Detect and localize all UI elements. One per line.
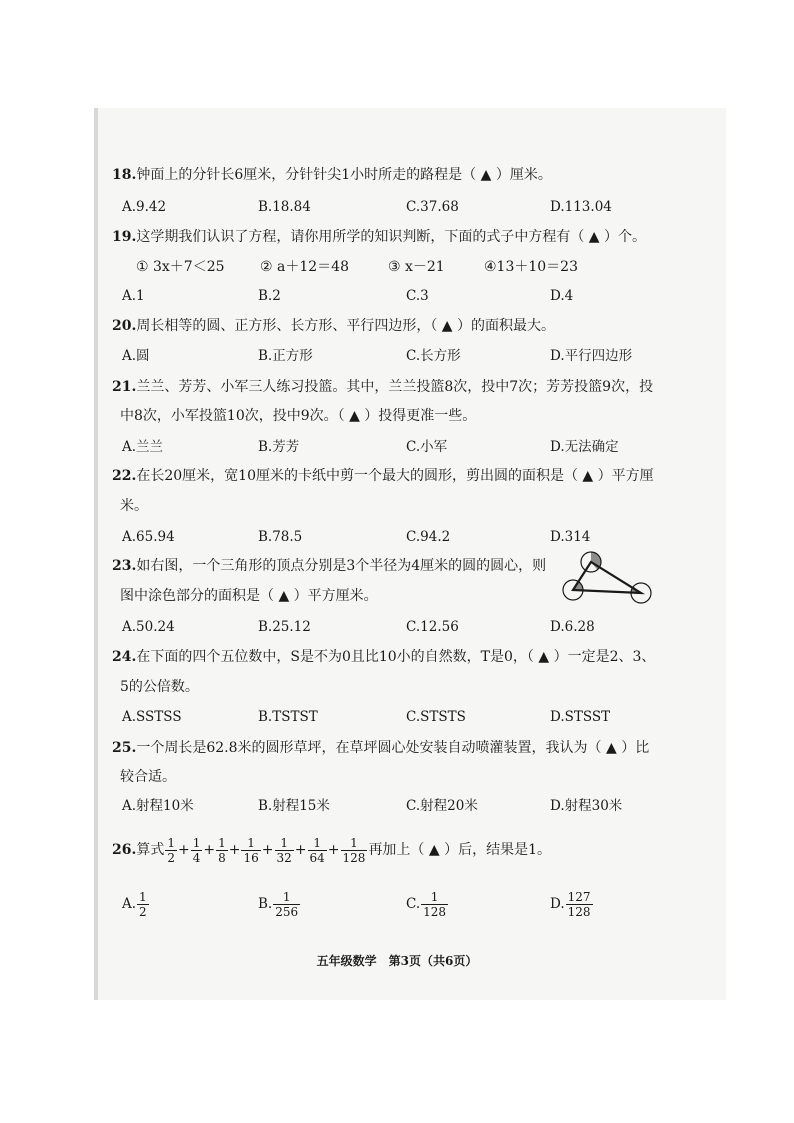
expression-3: ③ x－21 [388,259,445,275]
question-22-line-2: 米。 [120,498,148,514]
question-22: 22.在长20厘米，宽10厘米的卡纸中剪一个最大的圆形，剪出圆的面积是（ ▲ ）平方厘 [112,468,654,484]
question-20: 20.周长相等的圆、正方形、长方形、平行四边形，（ ▲ ）的面积最大。 [112,318,556,334]
option-d: D.STSST [550,709,611,725]
option-b: B.正方形 [258,348,313,364]
page-footer: 五年级数学 第3页（共6页） [316,954,478,968]
question-23-line-2: 图中涂色部分的面积是（ ▲ ）平方厘米。 [120,588,378,604]
option-d: D.113.04 [550,199,612,215]
expression-1: ① 3x＋7＜25 [136,259,225,275]
fraction-term-1: $\frac{1}{2}$ [167,835,175,865]
options-20 [122,341,652,371]
question-24: 24.在下面的四个五位数中，S是不为0且比10小的自然数，T是0，（ ▲ ）一定是2、3、 [112,649,656,665]
option-d: D. $\frac{127}{128}$ [550,890,591,919]
fraction-term-6: $\frac{1}{64}$ [309,835,325,865]
expression-4: ④13＋10＝23 [484,259,578,275]
fraction-term-3: $\frac{1}{8}$ [218,835,226,865]
option-a: A.兰兰 [122,439,164,455]
expression-2: ② a＋12＝48 [260,259,349,275]
options-26 [122,884,652,924]
option-a: A.50.24 [122,619,175,635]
option-a: A.65.94 [122,529,175,545]
option-a: A.圆 [122,348,150,364]
options-24 [122,702,652,732]
question-21: 21.兰兰、芳芳、小军三人练习投篮。其中，兰兰投篮8次，投中7次；芳芳投篮9次，投 [112,379,654,395]
option-c: C.94.2 [406,529,451,545]
fraction-term-5: $\frac{1}{32}$ [276,835,292,865]
option-c: C. $\frac{1}{128}$ [406,890,447,919]
fraction-term-4: $\frac{1}{16}$ [243,835,259,865]
option-a: A.射程10米 [122,798,194,814]
options-23 [122,612,652,642]
options-21 [122,432,652,462]
option-d: D.6.28 [550,619,595,635]
option-a: A.1 [122,288,145,304]
question-25: 25.一个周长是62.8米的圆形草坪，在草坪圆心处安装自动喷灌装置，我认为（ ▲ ）比 [112,740,650,756]
options-18 [122,192,652,222]
option-a: A. $\frac{1}{2}$ [122,890,147,919]
option-d: D.无法确定 [550,439,619,455]
fraction-term-7: $\frac{1}{128}$ [342,835,366,865]
option-c: C.3 [406,288,429,304]
option-d: D.314 [550,529,591,545]
option-b: B.18.84 [258,199,311,215]
option-c: C.射程20米 [406,798,478,814]
question-26: 26.算式 $\frac{1}{2}$ + $\frac{1}{4}$ + $\frac{1}{8}$ + $\frac{1}{16}$ + $\frac{1}{32}$ + $\frac{1}{64}$ + $\frac{1}{128}$ 再加上（ ▲ ）后，结果是1。 [112,835,552,865]
option-b: B.25.12 [258,619,311,635]
option-b: B.2 [258,288,281,304]
option-b: B.TSTST [258,709,318,725]
option-d: D.平行四边形 [550,348,633,364]
option-b: B.78.5 [258,529,303,545]
expressions-19 [136,252,666,282]
option-c: C.STSTS [406,709,466,725]
options-25 [122,791,652,821]
question-19: 19.这学期我们认识了方程，请你用所学的知识判断，下面的式子中方程有（ ▲ ）个。 [112,229,647,245]
option-d: D.射程30米 [550,798,623,814]
question-24-line-2: 5的公倍数。 [120,679,199,695]
option-d: D.4 [550,288,574,304]
option-c: C.小军 [406,439,448,455]
question-21-line-2: 中8次，小军投篮10次，投中9次。（ ▲ ）投得更准一些。 [120,408,477,424]
option-b: B. $\frac{1}{256}$ [258,890,299,919]
option-a: A.9.42 [122,199,167,215]
question-25-line-2: 较合适。 [120,769,176,785]
option-a: A.SSTSS [122,709,182,725]
option-c: C.长方形 [406,348,461,364]
question-23: 23.如右图，一个三角形的顶点分别是3个半径为4厘米的圆的圆心，则 [112,558,547,574]
triangle-circles-figure [553,548,657,608]
option-b: B.射程15米 [258,798,330,814]
option-c: C.37.68 [406,199,459,215]
question-18: 18.钟面上的分针长6厘米，分针针尖1小时所走的路程是（ ▲ ）厘米。 [112,167,552,183]
option-b: B.芳芳 [258,439,300,455]
option-c: C.12.56 [406,619,459,635]
options-19 [122,281,652,311]
fraction-term-2: $\frac{1}{4}$ [192,835,201,865]
